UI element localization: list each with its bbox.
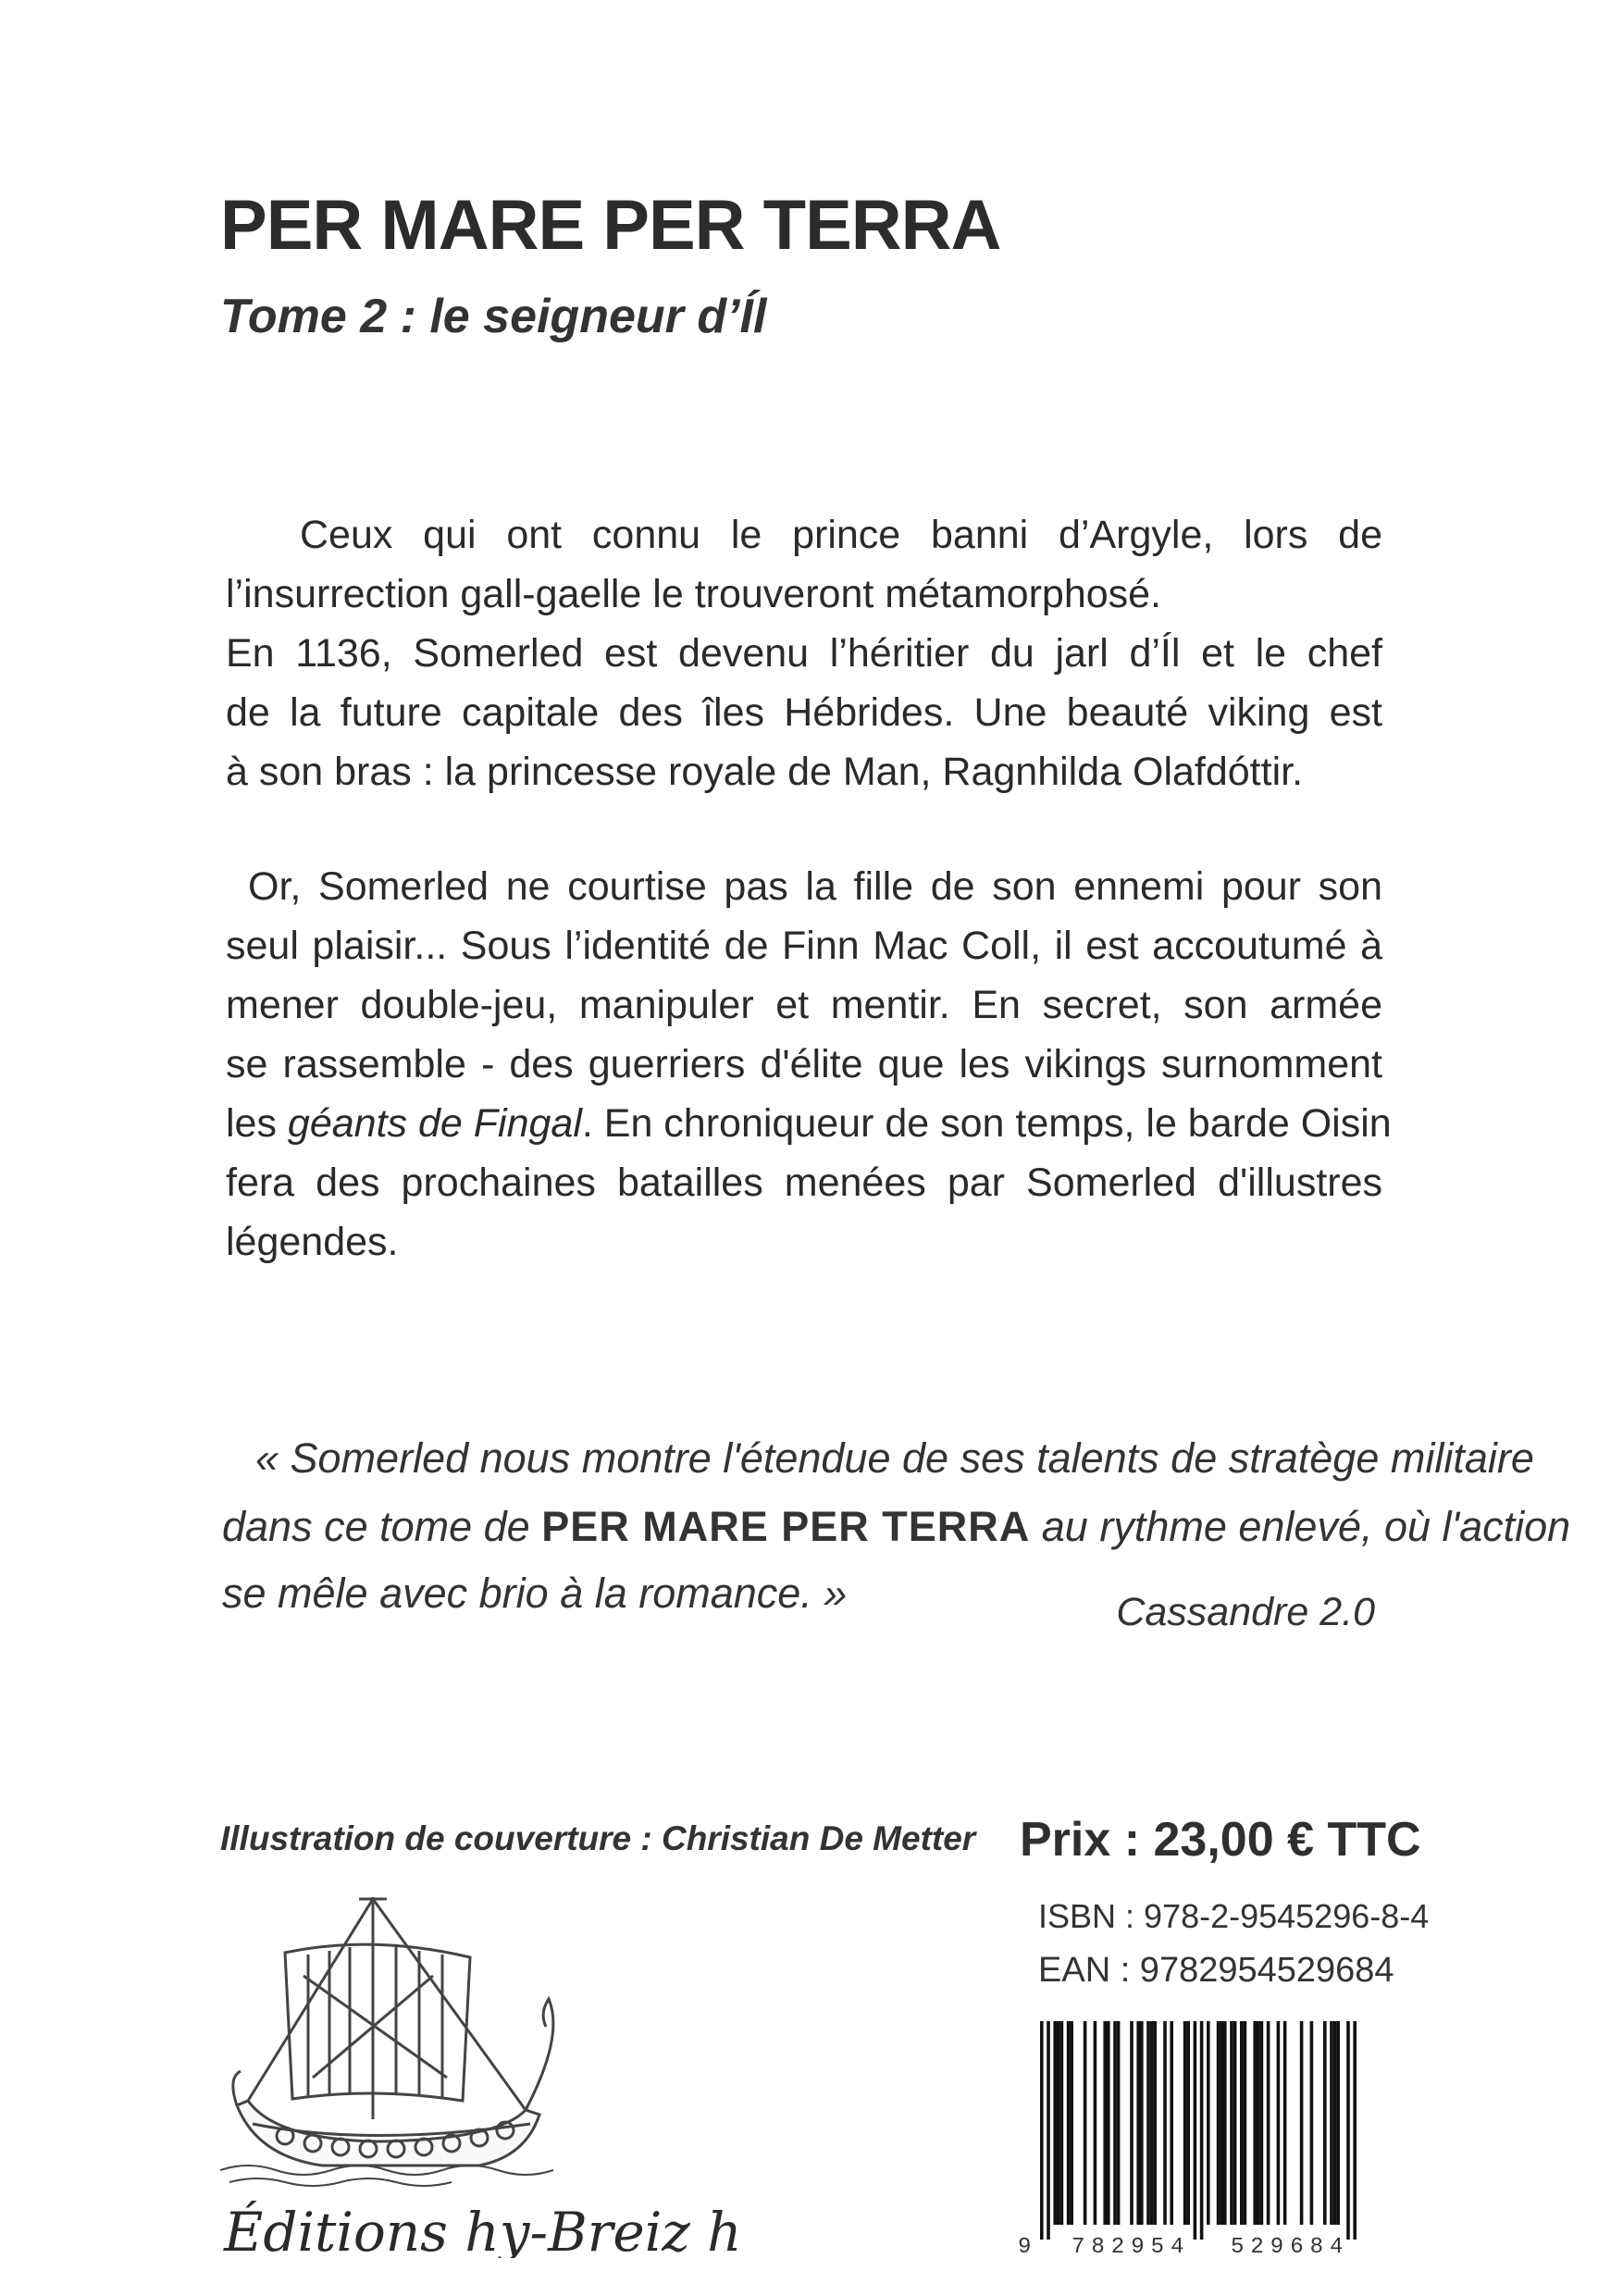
barcode-bar <box>1113 2021 1117 2225</box>
barcode-bar <box>1267 2021 1270 2225</box>
quote-line: « Somerled nous montre l'étendue de ses talents de stratège militaire <box>255 1434 1534 1482</box>
barcode-bar <box>1244 2021 1247 2225</box>
synopsis-line <box>226 1096 1392 1151</box>
synopsis-line: fera des prochaines batailles menées par Somerled d'illustres <box>226 1160 1382 1205</box>
barcode-bar <box>1220 2021 1223 2225</box>
barcode-bar <box>1240 2021 1244 2225</box>
barcode-bar <box>1277 2021 1281 2225</box>
synopsis-line: mener double-jeu, manipuler et mentir. En secret, son armée <box>226 983 1382 1027</box>
synopsis-line: Or, Somerled ne courtise pas la fille de son ennemi pour son <box>248 864 1382 909</box>
barcode-bar <box>1117 2021 1121 2225</box>
quote-line: se mêle avec brio à la romance. » <box>222 1570 848 1617</box>
synopsis-line: l’insurrection gall-gaelle le trouveront métamorphosé. <box>226 572 1162 616</box>
barcode-bar <box>1130 2021 1134 2225</box>
quote-text: au rythme enlevé, où l'action <box>1030 1503 1571 1550</box>
barcode-bar <box>1310 2021 1314 2225</box>
quote-text: dans ce tome de <box>222 1503 542 1550</box>
synopsis-line: légendes. <box>226 1220 399 1264</box>
barcode-bar <box>1333 2021 1337 2225</box>
publisher-name: Éditions hy-Breiz hil <box>224 2201 738 2258</box>
quote-book-title: PER MARE PER TERRA <box>541 1503 1031 1550</box>
barcode-bar <box>1070 2021 1073 2225</box>
barcode-bar <box>1346 2021 1350 2240</box>
barcode-bar <box>1330 2021 1333 2225</box>
barcode-bar <box>1040 2021 1044 2240</box>
barcode-digit-prefix: 9 <box>1018 2235 1032 2258</box>
barcode-bar <box>1217 2021 1220 2225</box>
barcode-bar <box>1183 2021 1187 2225</box>
barcode-bar <box>1353 2021 1357 2240</box>
barcode-bar <box>1283 2021 1287 2225</box>
barcode-bar <box>1084 2021 1087 2225</box>
barcode-bar <box>1230 2021 1233 2225</box>
barcode-bar <box>1233 2021 1237 2225</box>
barcode-bar <box>1260 2021 1264 2225</box>
synopsis-line: Ceux qui ont connu le prince banni d’Argyle, lors de <box>300 513 1382 557</box>
barcode-bar <box>1103 2021 1107 2225</box>
barcode-bar <box>1047 2021 1050 2240</box>
barcode <box>1016 2021 1381 2258</box>
barcode-bar <box>1136 2021 1140 2225</box>
barcode-bar <box>1053 2021 1057 2225</box>
barcode-bar <box>1200 2021 1204 2240</box>
barcode-bar <box>1323 2021 1327 2225</box>
illustration-credit: Illustration de couverture : Christian De Metter <box>220 1819 976 1857</box>
barcode-bar <box>1107 2021 1110 2225</box>
barcode-bar <box>1186 2021 1190 2225</box>
barcode-bar <box>1223 2021 1227 2225</box>
barcode-bar <box>1336 2021 1340 2225</box>
price: Prix : 23,00 € TTC <box>1020 1813 1421 1867</box>
barcode-bar <box>1153 2021 1157 2225</box>
synopsis-line: En 1136, Somerled est devenu l’héritier du jarl d’Íl et le chef <box>226 631 1382 676</box>
barcode-bar <box>1060 2021 1064 2225</box>
barcode-bar <box>1057 2021 1060 2225</box>
quote-line <box>222 1503 1571 1551</box>
barcode-bar <box>1146 2021 1150 2225</box>
barcode-bar <box>1207 2021 1210 2225</box>
barcode-bar <box>1140 2021 1144 2225</box>
synopsis-text: . En chroniqueur de son temps, le barde Oisin <box>581 1101 1392 1146</box>
barcode-bar <box>1170 2021 1173 2225</box>
synopsis-text: les <box>226 1101 288 1146</box>
barcode-bar <box>1194 2021 1197 2240</box>
isbn: ISBN : 978-2-9545296-8-4 <box>1038 1897 1430 1935</box>
barcode-bar <box>1257 2021 1260 2225</box>
book-title: PER MARE PER TERRA <box>220 186 1001 265</box>
viking-ship-icon <box>220 1888 738 2258</box>
barcode-bar <box>1300 2021 1304 2225</box>
synopsis-line: seul plaisir... Sous l’identité de Finn Mac Coll, il est accoutumé à <box>226 924 1382 968</box>
synopsis-line: se rassemble - des guerriers d'élite que les vikings surnomment <box>226 1042 1382 1086</box>
barcode-bar <box>1150 2021 1154 2225</box>
synopsis-italic-text: géants de Fingal <box>287 1101 582 1146</box>
barcode-bar <box>1163 2021 1167 2225</box>
barcode-digits-right: 529684 <box>1231 2235 1350 2258</box>
ean: EAN : 9782954529684 <box>1038 1951 1394 1990</box>
synopsis-line: à son bras : la princesse royale de Man, Ragnhilda Olafdóttir. <box>226 750 1304 794</box>
synopsis-line: de la future capitale des îles Hébrides. Une beauté viking est <box>226 690 1382 735</box>
quote-author: Cassandre 2.0 <box>1116 1590 1375 1634</box>
barcode-bar <box>1094 2021 1097 2225</box>
barcode-bar <box>1067 2021 1071 2225</box>
barcode-graphic <box>1016 2021 1381 2258</box>
barcode-bar <box>1253 2021 1257 2225</box>
publisher-logo <box>220 1888 738 2258</box>
barcode-digits-left: 782954 <box>1072 2235 1191 2258</box>
book-subtitle: Tome 2 : le seigneur d’Íl <box>220 290 767 343</box>
